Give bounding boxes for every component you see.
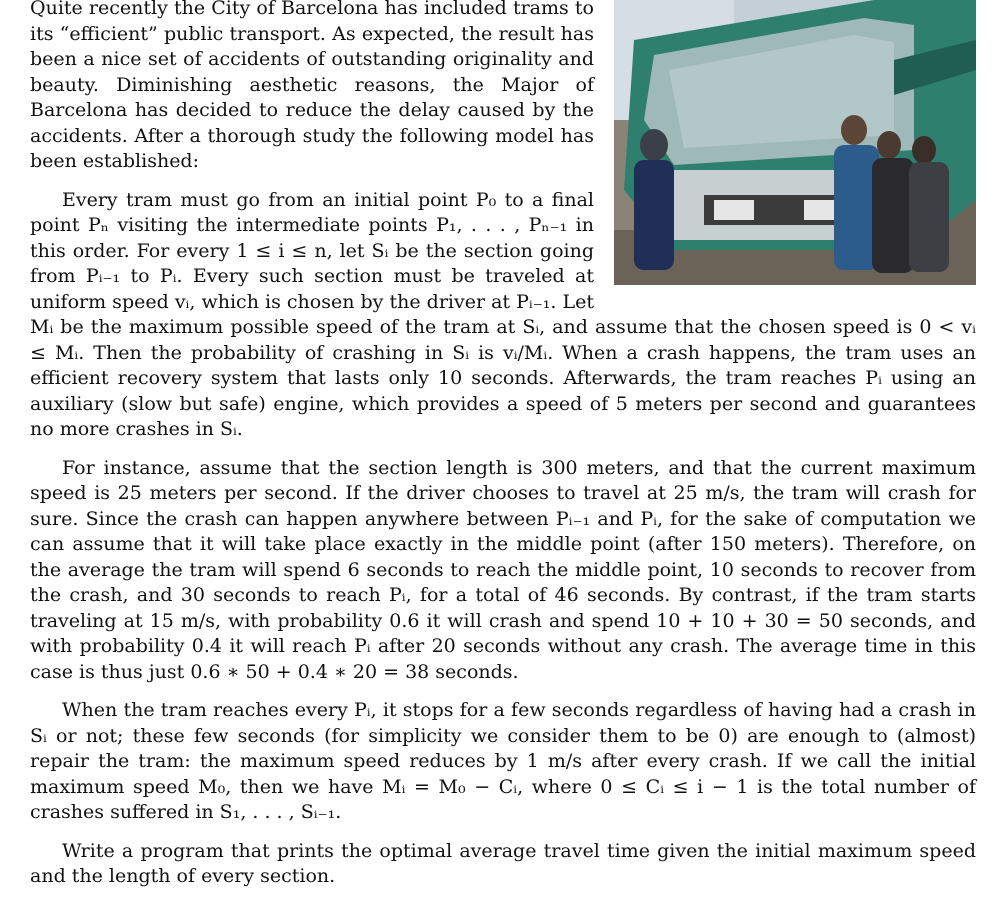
tram-photo bbox=[614, 0, 976, 285]
problem-statement bbox=[30, 0, 976, 903]
example-paragraph: For instance, assume that the section length is 300 meters, and that the current maximum speed is 25 meters per second. If the driver chooses to travel at 25 m/s, the tram will crash for sure. Since the crash can happen anywhere between Pᵢ₋₁ and Pᵢ, for the sake of computation we can assume that it will take place exactly in the middle point (after 150 meters). Therefore, on the average the tram will spend 6 seconds to reach the middle point, 10 seconds to recover from the crash, and 30 seconds to reach Pᵢ, for a total of 46 seconds. By contrast, if the tram starts traveling at 15 m/s, with probability 0.6 it will crash and spend 10 + 10 + 30 = 50 seconds, and with probability 0.4 it will reach Pᵢ after 20 seconds without any crash. The average time in this case is thus just 0.6 ∗ 50 + 0.4 ∗ 20 = 38 seconds. bbox=[30, 456, 976, 683]
model-paragraph: Every tram must go from an initial point P₀ to a final point Pₙ visiting the intermediate points P₁, . . . , Pₙ₋₁ in this order. For every 1 ≤ i ≤ n, let Sᵢ be the section going from Pᵢ₋₁ to Pᵢ. Every such section must be traveled at uniform speed vᵢ, which is chosen by the driver at Pᵢ₋₁. Let Mᵢ be the maximum possible speed of the tram at Sᵢ, and assume that the chosen speed is 0 < vᵢ ≤ Mᵢ. Then the probability of crashing in Sᵢ is vᵢ/Mᵢ. When a crash happens, the tram uses an efficient recovery system that lasts only 10 seconds. Afterwards, the tram reaches Pᵢ using an auxiliary (slow but safe) engine, which provides a speed of 5 meters per second and guarantees no more crashes in Sᵢ. bbox=[30, 188, 976, 440]
repair-paragraph: When the tram reaches every Pᵢ, it stops for a few seconds regardless of having had a crash in Sᵢ or not; these few seconds (for simplicity we consider them to be 0) are enough to (almost) repair the tram: the maximum speed reduces by 1 m/s after every crash. If we call the initial maximum speed M₀, then we have Mᵢ = M₀ − Cᵢ, where 0 ≤ Cᵢ ≤ i − 1 is the total number of crashes suffered in S₁, . . . , Sᵢ₋₁. bbox=[30, 699, 976, 823]
task-paragraph: Write a program that prints the optimal average travel time given the initial maximum speed and the length of every section. bbox=[30, 839, 976, 887]
intro-paragraph: Quite recently the City of Barcelona has included trams to its “efficient” public transport. As expected, the result has been a nice set of accidents of outstanding originality and beauty. Diminishing aesthetic reasons, the Major of Barcelona has decided to reduce the delay caused by the accidents. After a thorough study the following model has been established: bbox=[30, 0, 594, 172]
